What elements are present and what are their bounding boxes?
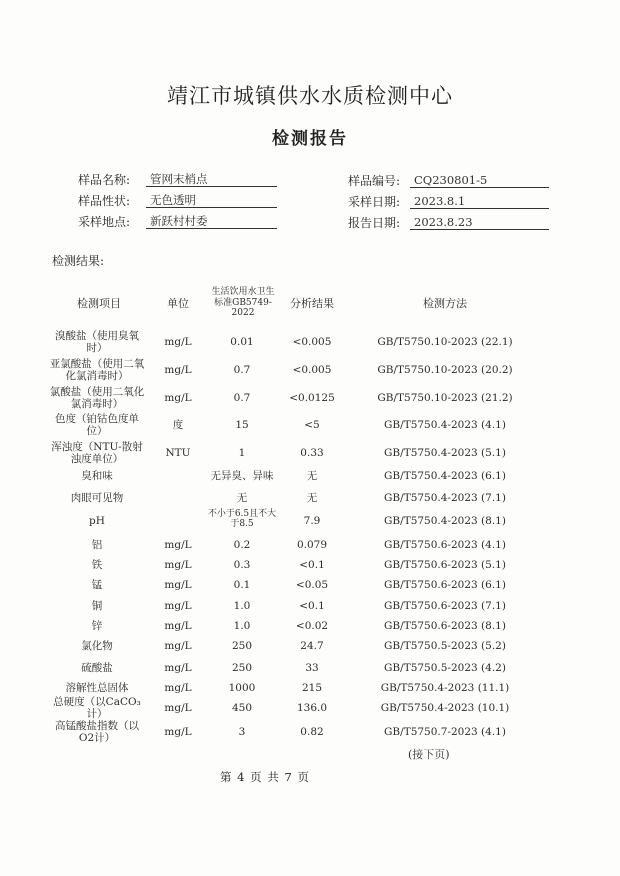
cell-unit: mg/L [164, 392, 192, 404]
sample-site-label: 采样地点: [78, 215, 131, 229]
cell-method: GB/T5750.7-2023 (4.1) [384, 726, 506, 738]
cell-item: 总硬度（以CaCO₃计） [53, 696, 141, 720]
cell-standard: 0.3 [233, 559, 251, 571]
cell-unit: mg/L [164, 579, 192, 591]
sample-site-value: 新跃村村委 [146, 214, 277, 229]
cell-standard: 0.1 [233, 579, 251, 591]
cell-item: 铁 [91, 559, 103, 571]
cell-result: <5 [304, 419, 320, 431]
cell-result: 33 [305, 662, 319, 674]
cell-unit: mg/L [164, 702, 192, 714]
cell-unit: mg/L [164, 336, 192, 348]
cell-method: GB/T5750.10-2023 (21.2) [377, 392, 513, 404]
sample-number-value: CQ230801-5 [410, 173, 549, 188]
cell-unit: mg/L [164, 682, 192, 694]
cell-method: GB/T5750.4-2023 (7.1) [384, 492, 506, 504]
cell-method: GB/T5750.6-2023 (8.1) [384, 620, 506, 632]
cell-standard: 250 [231, 662, 253, 674]
cell-item: 铜 [91, 600, 103, 612]
cell-item: 锰 [91, 579, 103, 591]
cell-result: 136.0 [296, 702, 328, 714]
cell-method: GB/T5750.5-2023 (4.2) [384, 662, 506, 674]
cell-standard: 无 [236, 492, 248, 504]
report-date-label: 报告日期: [348, 216, 401, 230]
cell-unit: mg/L [164, 600, 192, 612]
header-standard: 生活饮用水卫生标准GB5749-2022 [211, 287, 275, 318]
cell-standard: 3 [238, 726, 246, 738]
cell-result: 0.079 [296, 539, 328, 551]
header-result: 分析结果 [290, 297, 334, 310]
cell-method: GB/T5750.6-2023 (6.1) [384, 579, 506, 591]
sample-state-label: 样品性状: [78, 194, 131, 208]
cell-unit: mg/L [164, 539, 192, 551]
cell-result: 无 [306, 470, 318, 482]
organization-title: 靖江市城镇供水水质检测中心 [167, 84, 453, 108]
cell-standard: 1 [238, 447, 246, 459]
cell-result: <0.05 [295, 579, 329, 591]
cell-standard: 0.2 [233, 539, 251, 551]
cell-standard: 1000 [228, 682, 256, 694]
cell-method: GB/T5750.6-2023 (4.1) [384, 539, 506, 551]
cell-unit: mg/L [164, 364, 192, 376]
cell-result: 0.82 [300, 726, 324, 738]
page-number: 第 4 页 共 7 页 [220, 770, 310, 784]
cell-standard: 250 [231, 640, 253, 652]
cell-method: GB/T5750.4-2023 (5.1) [384, 447, 506, 459]
sample-state-value: 无色透明 [146, 193, 277, 208]
cell-standard: 0.7 [233, 392, 251, 404]
cell-unit: mg/L [164, 726, 192, 738]
cell-method: GB/T5750.4-2023 (8.1) [384, 515, 506, 527]
cell-item: 溴酸盐（使用臭氧时） [55, 330, 139, 354]
cell-result: 0.33 [300, 447, 324, 459]
report-date-value: 2023.8.23 [410, 215, 549, 230]
cell-result: <0.005 [292, 364, 332, 376]
cell-item: pH [89, 515, 105, 527]
cell-method: GB/T5750.4-2023 (11.1) [380, 682, 510, 694]
cell-unit: mg/L [164, 640, 192, 652]
cell-method: GB/T5750.4-2023 (4.1) [384, 419, 506, 431]
sample-date-label: 采样日期: [348, 195, 401, 209]
cell-unit: 度 [172, 419, 184, 431]
cell-result: 24.7 [300, 640, 324, 652]
cell-item: 铝 [91, 539, 103, 551]
cell-item: 氯酸盐（使用二氧化氯消毒时） [49, 386, 145, 410]
cell-item: 高锰酸盐指数（以O2计） [55, 720, 139, 744]
cell-standard: 450 [231, 702, 253, 714]
cell-standard: 1.0 [233, 600, 251, 612]
header-item: 检测项目 [77, 297, 121, 310]
cell-item: 肉眼可见物 [70, 492, 124, 504]
cell-standard: 0.01 [230, 336, 254, 348]
cell-result: 无 [306, 492, 318, 504]
cell-result: <0.005 [292, 336, 332, 348]
cell-method: GB/T5750.4-2023 (6.1) [384, 470, 506, 482]
header-method: 检测方法 [423, 297, 467, 310]
cell-item: 浑浊度（NTU-散射浊度单位） [51, 441, 143, 465]
cell-item: 氯化物 [81, 640, 113, 652]
cell-result: <0.0125 [289, 392, 335, 404]
cell-result: <0.1 [299, 600, 325, 612]
cell-unit: mg/L [164, 662, 192, 674]
cell-item: 溶解性总固体 [65, 682, 129, 694]
cell-standard: 1.0 [233, 620, 251, 632]
results-section-label: 检测结果: [52, 254, 105, 268]
cell-result: <0.1 [299, 559, 325, 571]
cell-unit: mg/L [164, 620, 192, 632]
cell-result: 7.9 [303, 515, 321, 527]
sample-name-label: 样品名称: [78, 173, 131, 187]
cell-method: GB/T5750.6-2023 (7.1) [384, 600, 506, 612]
continued-note: (接下页) [408, 748, 450, 761]
cell-method: GB/T5750.4-2023 (10.1) [380, 702, 510, 714]
header-unit: 单位 [167, 297, 189, 310]
sample-number-label: 样品编号: [348, 174, 401, 188]
cell-item: 亚氯酸盐（使用二氧化氯消毒时） [49, 358, 145, 382]
cell-result: 215 [301, 682, 323, 694]
cell-standard: 15 [235, 419, 249, 431]
cell-method: GB/T5750.6-2023 (5.1) [384, 559, 506, 571]
cell-standard: 无异臭、异味 [210, 470, 274, 482]
cell-standard: 不小于6.5且不大于8.5 [207, 509, 277, 529]
cell-unit: mg/L [164, 559, 192, 571]
cell-method: GB/T5750.10-2023 (20.2) [377, 364, 513, 376]
sample-date-value: 2023.8.1 [410, 194, 549, 209]
cell-method: GB/T5750.5-2023 (5.2) [384, 640, 506, 652]
cell-result: <0.02 [295, 620, 329, 632]
cell-item: 色度（铂钴色度单位） [55, 413, 139, 437]
report-title: 检测报告 [272, 129, 348, 149]
cell-item: 硫酸盐 [81, 662, 113, 674]
cell-item: 臭和味 [81, 470, 113, 482]
sample-name-value: 管网末梢点 [146, 172, 277, 187]
cell-standard: 0.7 [233, 364, 251, 376]
cell-unit: NTU [165, 447, 191, 459]
cell-method: GB/T5750.10-2023 (22.1) [377, 336, 513, 348]
cell-item: 锌 [91, 620, 103, 632]
